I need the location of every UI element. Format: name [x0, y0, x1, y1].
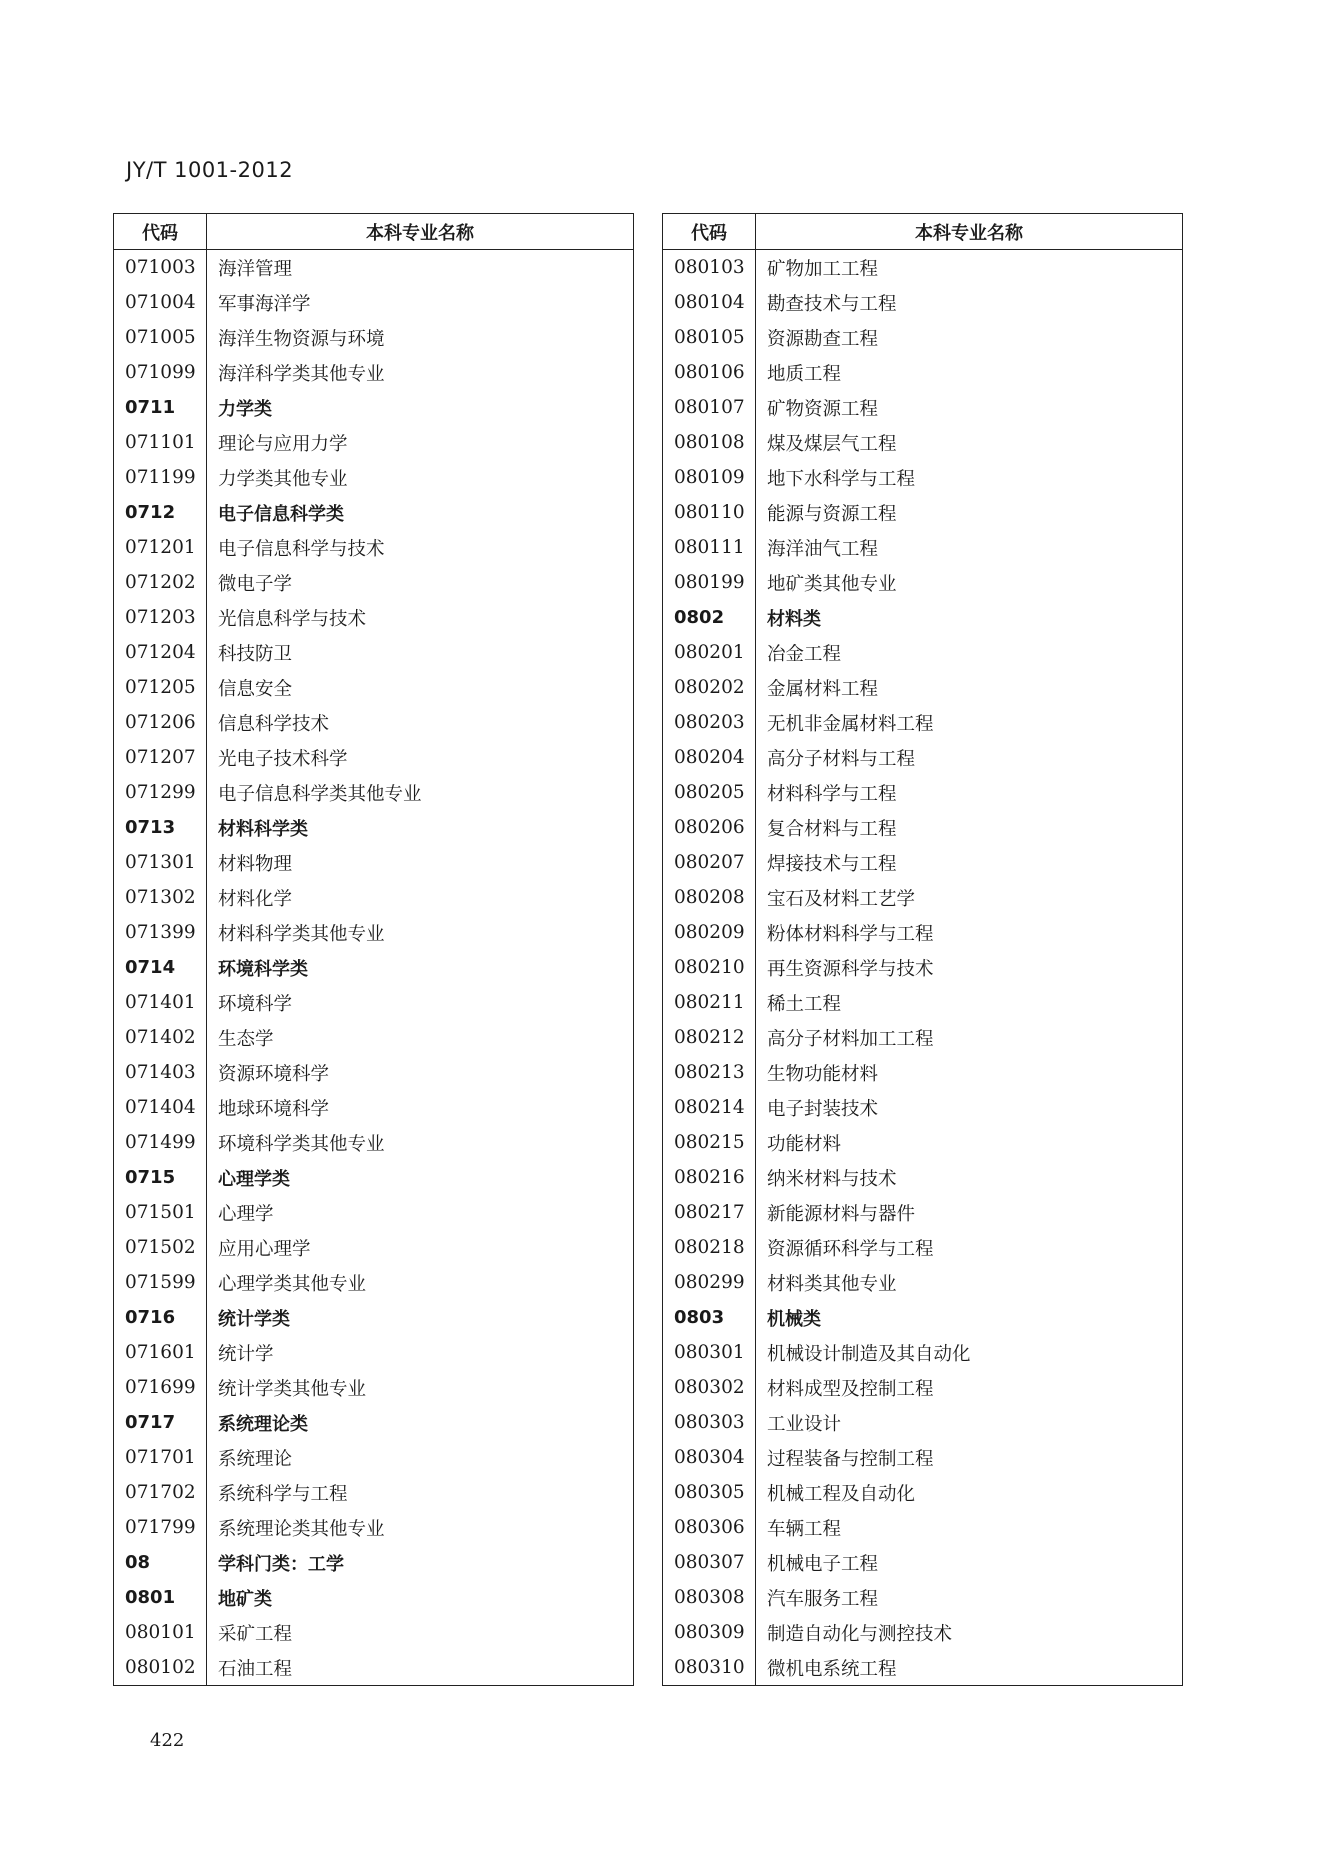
major-name: 焊接技术与工程	[767, 853, 897, 875]
major-code: 080215	[663, 1125, 756, 1160]
major-code: 080106	[663, 355, 756, 390]
major-name: 电子信息科学类其他专业	[218, 783, 422, 805]
table-row	[114, 1440, 634, 1475]
table-row	[114, 1195, 634, 1230]
major-code: 080212	[663, 1020, 756, 1055]
table-row	[663, 495, 1183, 530]
major-name: 车辆工程	[767, 1518, 842, 1540]
table-row	[114, 915, 634, 950]
code-column-header: 代码	[663, 214, 756, 250]
major-name: 机械电子工程	[767, 1553, 879, 1575]
major-code: 0715	[114, 1160, 207, 1195]
major-code: 080310	[663, 1650, 756, 1686]
major-code: 080299	[663, 1265, 756, 1300]
major-name: 海洋管理	[218, 258, 293, 280]
major-table-right	[662, 213, 1183, 1686]
major-code: 080305	[663, 1475, 756, 1510]
major-name: 制造自动化与测控技术	[767, 1623, 953, 1645]
major-code: 080301	[663, 1335, 756, 1370]
table-row	[663, 1650, 1183, 1686]
major-code: 080109	[663, 460, 756, 495]
major-code: 071701	[114, 1440, 207, 1475]
major-code: 0716	[114, 1300, 207, 1335]
major-name: 力学类其他专业	[218, 468, 348, 490]
major-name: 再生资源科学与技术	[767, 958, 934, 980]
major-code: 080214	[663, 1090, 756, 1125]
category-row	[114, 390, 634, 425]
major-code: 080202	[663, 670, 756, 705]
major-name: 地矿类	[218, 1588, 272, 1610]
major-name: 纳米材料与技术	[767, 1168, 897, 1190]
major-code: 071099	[114, 355, 207, 390]
major-code: 080108	[663, 425, 756, 460]
table-row	[114, 565, 634, 600]
table-row	[663, 1195, 1183, 1230]
table-row	[114, 530, 634, 565]
table-row	[663, 530, 1183, 565]
major-name: 功能材料	[767, 1133, 842, 1155]
major-name: 石油工程	[218, 1658, 293, 1680]
table-row	[663, 635, 1183, 670]
major-name: 高分子材料加工工程	[767, 1028, 934, 1050]
major-name: 心理学类	[218, 1168, 290, 1190]
major-name: 资源环境科学	[218, 1063, 330, 1085]
major-code: 080210	[663, 950, 756, 985]
major-code: 080217	[663, 1195, 756, 1230]
major-code: 071501	[114, 1195, 207, 1230]
table-row	[114, 775, 634, 810]
major-name: 煤及煤层气工程	[767, 433, 897, 455]
table-header-row	[663, 214, 1183, 250]
major-code: 080199	[663, 565, 756, 600]
major-name: 生态学	[218, 1028, 274, 1050]
table-row	[114, 635, 634, 670]
table-row	[114, 1265, 634, 1300]
major-code: 071003	[114, 250, 207, 286]
category-row	[114, 1160, 634, 1195]
major-code: 0717	[114, 1405, 207, 1440]
name-column-header: 本科专业名称	[207, 214, 634, 250]
major-name: 心理学	[218, 1203, 274, 1225]
table-header-row	[114, 214, 634, 250]
major-name: 矿物加工工程	[767, 258, 879, 280]
major-name: 理论与应用力学	[218, 433, 348, 455]
major-code: 080213	[663, 1055, 756, 1090]
major-code: 080110	[663, 495, 756, 530]
major-code: 080204	[663, 740, 756, 775]
major-code: 071004	[114, 285, 207, 320]
table-row	[663, 1230, 1183, 1265]
major-name: 粉体材料科学与工程	[767, 923, 934, 945]
major-table-left	[113, 213, 634, 1686]
major-code: 080103	[663, 250, 756, 286]
table-row	[663, 1020, 1183, 1055]
table-row	[663, 915, 1183, 950]
major-code: 071599	[114, 1265, 207, 1300]
major-code: 071199	[114, 460, 207, 495]
major-name: 应用心理学	[218, 1238, 311, 1260]
major-name: 材料科学与工程	[767, 783, 897, 805]
table-row	[663, 1160, 1183, 1195]
major-name: 电子信息科学类	[218, 503, 344, 525]
table-row	[114, 320, 634, 355]
major-name: 微电子学	[218, 573, 293, 595]
major-code: 080104	[663, 285, 756, 320]
major-name: 机械类	[767, 1308, 821, 1330]
major-name: 环境科学类其他专业	[218, 1133, 385, 1155]
major-code: 080207	[663, 845, 756, 880]
major-name: 地质工程	[767, 363, 842, 385]
major-code: 0711	[114, 390, 207, 425]
major-name: 机械工程及自动化	[767, 1483, 916, 1505]
table-row	[663, 880, 1183, 915]
major-code: 080209	[663, 915, 756, 950]
table-body	[114, 250, 634, 1686]
major-name: 系统理论类其他专业	[218, 1518, 385, 1540]
major-name: 信息安全	[218, 678, 293, 700]
table-row	[663, 460, 1183, 495]
major-code: 0802	[663, 600, 756, 635]
table-row	[114, 1090, 634, 1125]
major-code: 080201	[663, 635, 756, 670]
table-row	[114, 1335, 634, 1370]
major-name: 材料物理	[218, 853, 293, 875]
major-name: 环境科学	[218, 993, 293, 1015]
major-name: 高分子材料与工程	[767, 748, 916, 770]
table-row	[663, 1090, 1183, 1125]
major-name: 金属材料工程	[767, 678, 879, 700]
major-code: 080309	[663, 1615, 756, 1650]
table-row	[114, 1615, 634, 1650]
table-row	[114, 1125, 634, 1160]
table-row	[663, 705, 1183, 740]
major-name: 科技防卫	[218, 643, 293, 665]
category-row	[114, 495, 634, 530]
category-row	[114, 950, 634, 985]
major-code: 071202	[114, 565, 207, 600]
major-name: 资源勘查工程	[767, 328, 879, 350]
table-row	[663, 1580, 1183, 1615]
major-name: 材料科学类	[218, 818, 308, 840]
major-code: 080206	[663, 810, 756, 845]
table-row	[663, 250, 1183, 286]
major-code: 071699	[114, 1370, 207, 1405]
major-code: 080102	[114, 1650, 207, 1686]
category-row	[114, 810, 634, 845]
major-code: 071399	[114, 915, 207, 950]
major-code: 080216	[663, 1160, 756, 1195]
category-row	[114, 1580, 634, 1615]
name-column-header: 本科专业名称	[756, 214, 1183, 250]
major-name: 力学类	[218, 398, 272, 420]
major-code: 071301	[114, 845, 207, 880]
table-row	[663, 845, 1183, 880]
major-code: 071201	[114, 530, 207, 565]
table-row	[663, 390, 1183, 425]
table-row	[114, 985, 634, 1020]
table-row	[114, 285, 634, 320]
major-name: 学科门类：工学	[218, 1553, 344, 1575]
table-row	[663, 1615, 1183, 1650]
major-name: 无机非金属材料工程	[767, 713, 934, 735]
major-name: 新能源材料与器件	[767, 1203, 916, 1225]
table-row	[114, 1475, 634, 1510]
major-code: 0714	[114, 950, 207, 985]
major-name: 环境科学类	[218, 958, 308, 980]
major-name: 系统理论类	[218, 1413, 308, 1435]
table-row	[663, 985, 1183, 1020]
table-row	[663, 670, 1183, 705]
major-name: 资源循环科学与工程	[767, 1238, 934, 1260]
table-row	[114, 705, 634, 740]
major-code: 080203	[663, 705, 756, 740]
major-name: 材料科学类其他专业	[218, 923, 385, 945]
table-row	[663, 320, 1183, 355]
major-code: 071005	[114, 320, 207, 355]
table-body	[663, 250, 1183, 1686]
major-name: 光信息科学与技术	[218, 608, 367, 630]
major-code: 080105	[663, 320, 756, 355]
table-row	[114, 1055, 634, 1090]
table-row	[114, 1650, 634, 1686]
table-row	[663, 1510, 1183, 1545]
document-id: JY/T 1001-2012	[126, 158, 294, 182]
major-name: 矿物资源工程	[767, 398, 879, 420]
table-row	[663, 1440, 1183, 1475]
table-row	[114, 1510, 634, 1545]
table-row	[663, 285, 1183, 320]
table-row	[114, 845, 634, 880]
table-row	[663, 810, 1183, 845]
major-name: 机械设计制造及其自动化	[767, 1343, 971, 1365]
major-name: 材料类其他专业	[767, 1273, 897, 1295]
major-code: 0712	[114, 495, 207, 530]
major-name: 过程装备与控制工程	[767, 1448, 934, 1470]
category-row	[663, 600, 1183, 635]
major-code: 071402	[114, 1020, 207, 1055]
table-row	[114, 425, 634, 460]
major-name: 能源与资源工程	[767, 503, 897, 525]
major-code: 080208	[663, 880, 756, 915]
major-code: 071404	[114, 1090, 207, 1125]
major-name: 稀土工程	[767, 993, 842, 1015]
table-row	[114, 1230, 634, 1265]
major-code: 071702	[114, 1475, 207, 1510]
major-name: 复合材料与工程	[767, 818, 897, 840]
major-name: 统计学类	[218, 1308, 290, 1330]
major-name: 海洋科学类其他专业	[218, 363, 385, 385]
table-row	[663, 1125, 1183, 1160]
major-name: 汽车服务工程	[767, 1588, 879, 1610]
category-row	[663, 1300, 1183, 1335]
major-name: 光电子技术科学	[218, 748, 348, 770]
major-code: 08	[114, 1545, 207, 1580]
table-row	[663, 950, 1183, 985]
table-row	[114, 740, 634, 775]
table-row	[114, 250, 634, 286]
major-name: 生物功能材料	[767, 1063, 879, 1085]
code-column-header: 代码	[114, 214, 207, 250]
table-row	[663, 355, 1183, 390]
table-row	[663, 565, 1183, 600]
major-name: 地下水科学与工程	[767, 468, 916, 490]
major-code: 071101	[114, 425, 207, 460]
major-name: 电子封装技术	[767, 1098, 879, 1120]
major-code: 0713	[114, 810, 207, 845]
table-row	[663, 1370, 1183, 1405]
major-name: 工业设计	[767, 1413, 842, 1435]
table-row	[114, 460, 634, 495]
table-row	[114, 600, 634, 635]
category-row	[114, 1545, 634, 1580]
major-name: 海洋生物资源与环境	[218, 328, 385, 350]
major-code: 080205	[663, 775, 756, 810]
major-code: 071206	[114, 705, 207, 740]
major-code: 071502	[114, 1230, 207, 1265]
major-code: 080308	[663, 1580, 756, 1615]
table-row	[114, 1370, 634, 1405]
major-code: 080303	[663, 1405, 756, 1440]
major-code: 080304	[663, 1440, 756, 1475]
major-name: 信息科学技术	[218, 713, 330, 735]
major-name: 地矿类其他专业	[767, 573, 897, 595]
table-row	[663, 1055, 1183, 1090]
major-name: 心理学类其他专业	[218, 1273, 367, 1295]
major-code: 080101	[114, 1615, 207, 1650]
major-code: 071204	[114, 635, 207, 670]
major-code: 080211	[663, 985, 756, 1020]
major-code: 071799	[114, 1510, 207, 1545]
major-code: 071207	[114, 740, 207, 775]
page-number: 422	[150, 1730, 185, 1751]
table-row	[663, 1265, 1183, 1300]
major-name: 军事海洋学	[218, 293, 311, 315]
major-name: 采矿工程	[218, 1623, 293, 1645]
major-code: 071401	[114, 985, 207, 1020]
table-row	[114, 670, 634, 705]
table-row	[663, 1475, 1183, 1510]
major-name: 材料成型及控制工程	[767, 1378, 934, 1400]
category-row	[114, 1405, 634, 1440]
major-name: 地球环境科学	[218, 1098, 330, 1120]
major-code: 071302	[114, 880, 207, 915]
table-row	[663, 1545, 1183, 1580]
major-code: 080107	[663, 390, 756, 425]
table-row	[114, 1020, 634, 1055]
table-row	[114, 880, 634, 915]
major-code: 080307	[663, 1545, 756, 1580]
major-name: 系统理论	[218, 1448, 293, 1470]
major-code: 080218	[663, 1230, 756, 1265]
major-name: 统计学	[218, 1343, 274, 1365]
major-code: 080111	[663, 530, 756, 565]
major-code: 0801	[114, 1580, 207, 1615]
table-row	[663, 1335, 1183, 1370]
major-name: 海洋油气工程	[767, 538, 879, 560]
major-name: 统计学类其他专业	[218, 1378, 367, 1400]
major-code: 080302	[663, 1370, 756, 1405]
table-row	[663, 740, 1183, 775]
table-row	[114, 355, 634, 390]
major-code: 071403	[114, 1055, 207, 1090]
table-row	[663, 775, 1183, 810]
major-code: 0803	[663, 1300, 756, 1335]
major-name: 材料类	[767, 608, 821, 630]
major-name: 微机电系统工程	[767, 1658, 897, 1680]
major-name: 勘查技术与工程	[767, 293, 897, 315]
major-name: 材料化学	[218, 888, 293, 910]
major-name: 宝石及材料工艺学	[767, 888, 916, 910]
table-row	[663, 425, 1183, 460]
major-name: 电子信息科学与技术	[218, 538, 385, 560]
major-code: 080306	[663, 1510, 756, 1545]
major-code: 071205	[114, 670, 207, 705]
major-code: 071203	[114, 600, 207, 635]
major-code: 071601	[114, 1335, 207, 1370]
major-name: 系统科学与工程	[218, 1483, 348, 1505]
major-code: 071499	[114, 1125, 207, 1160]
major-code: 071299	[114, 775, 207, 810]
category-row	[114, 1300, 634, 1335]
major-name: 冶金工程	[767, 643, 842, 665]
table-row	[663, 1405, 1183, 1440]
